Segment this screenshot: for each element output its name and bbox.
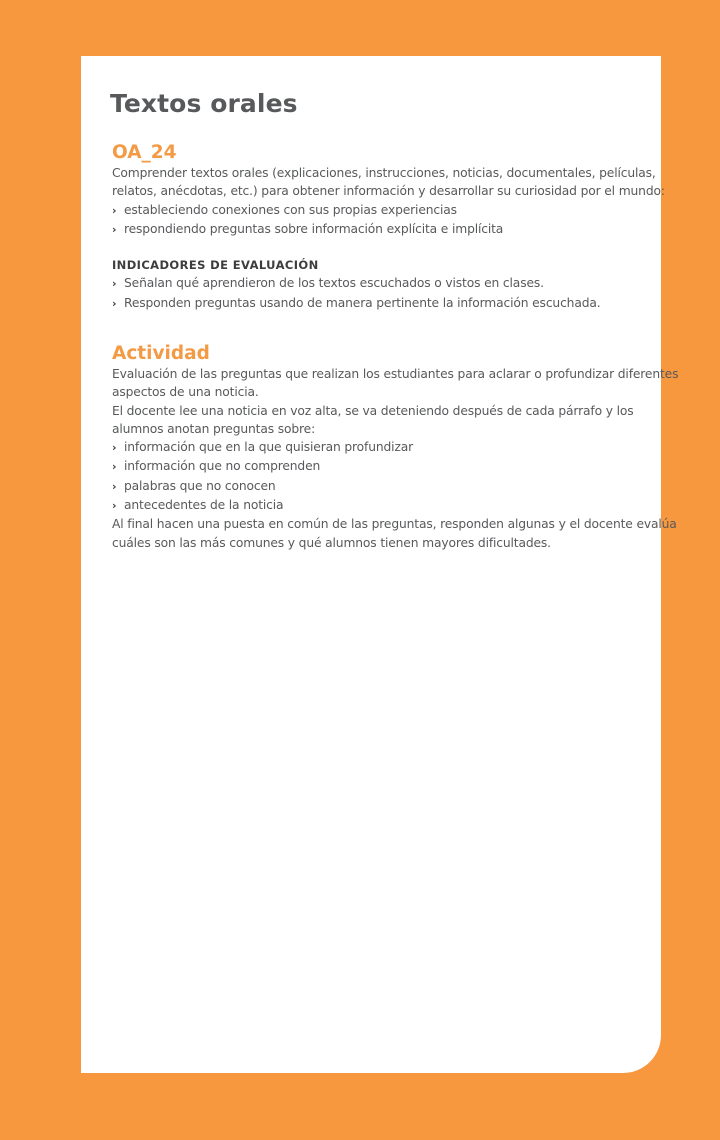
chevron-right-icon: ›	[112, 222, 117, 236]
activity-bullet	[112, 457, 678, 476]
objective-bullet-text: estableciendo conexiones con sus propias experiencias	[124, 202, 457, 217]
indicator-item-text: Responden preguntas usando de manera pertinente la información escuchada.	[124, 295, 601, 310]
activity-bullet	[112, 438, 678, 457]
indicator-item-text: Señalan qué aprendieron de los textos escuchados o vistos en clases.	[124, 276, 544, 291]
activity-intro-line: El docente lee una noticia en voz alta, se va deteniendo después de cada párrafo y los	[112, 403, 634, 418]
chevron-right-icon: ›	[112, 277, 117, 291]
activity-closing-line: cuáles son las más comunes y qué alumnos tienen mayores dificultades.	[112, 535, 551, 550]
chevron-right-icon: ›	[112, 499, 117, 513]
activity-bullet	[112, 496, 678, 515]
activity-closing-line: Al final hacen una puesta en común de las preguntas, responden algunas y el docente evalúa	[112, 517, 677, 532]
document-card	[81, 56, 679, 1073]
activity-intro-line: aspectos de una noticia.	[112, 385, 259, 400]
objective-code: OA_24	[112, 142, 177, 163]
chevron-right-icon: ›	[112, 460, 117, 474]
activity-bullet-text: información que no comprenden	[124, 459, 321, 474]
objective-description-line: Comprender textos orales (explicaciones, instrucciones, noticias, documentales, películas,	[112, 166, 656, 180]
indicator-item	[112, 294, 601, 313]
objective-bullet	[112, 201, 665, 220]
indicators-block	[112, 256, 601, 313]
activity-bullet-text: información que en la que quisieran profundizar	[124, 440, 414, 455]
objective-bullet-text: respondiendo preguntas sobre información explícita e implícita	[124, 221, 504, 236]
objective-description-line: relatos, anécdotas, etc.) para obtener información y desarrollar su curiosidad por el mundo:	[112, 184, 665, 199]
activity-intro-line: alumnos anotan preguntas sobre:	[112, 421, 316, 436]
chevron-right-icon: ›	[112, 296, 117, 310]
activity-block	[112, 365, 678, 552]
chevron-right-icon: ›	[112, 441, 117, 455]
activity-bullet-text: palabras que no conocen	[124, 478, 276, 493]
chevron-right-icon: ›	[112, 203, 117, 217]
indicators-label: INDICADORES DE EVALUACIÓN	[112, 258, 319, 272]
objective-block	[112, 164, 665, 239]
page-title: Textos orales	[110, 89, 298, 118]
indicator-item	[112, 274, 601, 293]
activity-title: Actividad	[112, 343, 210, 364]
objective-bullet	[112, 220, 665, 239]
activity-bullet	[112, 477, 678, 496]
chevron-right-icon: ›	[112, 479, 117, 493]
activity-intro-line: Evaluación de las preguntas que realizan los estudiantes para aclarar o profundizar diferentes	[112, 367, 679, 381]
activity-bullet-text: antecedentes de la noticia	[124, 498, 284, 513]
